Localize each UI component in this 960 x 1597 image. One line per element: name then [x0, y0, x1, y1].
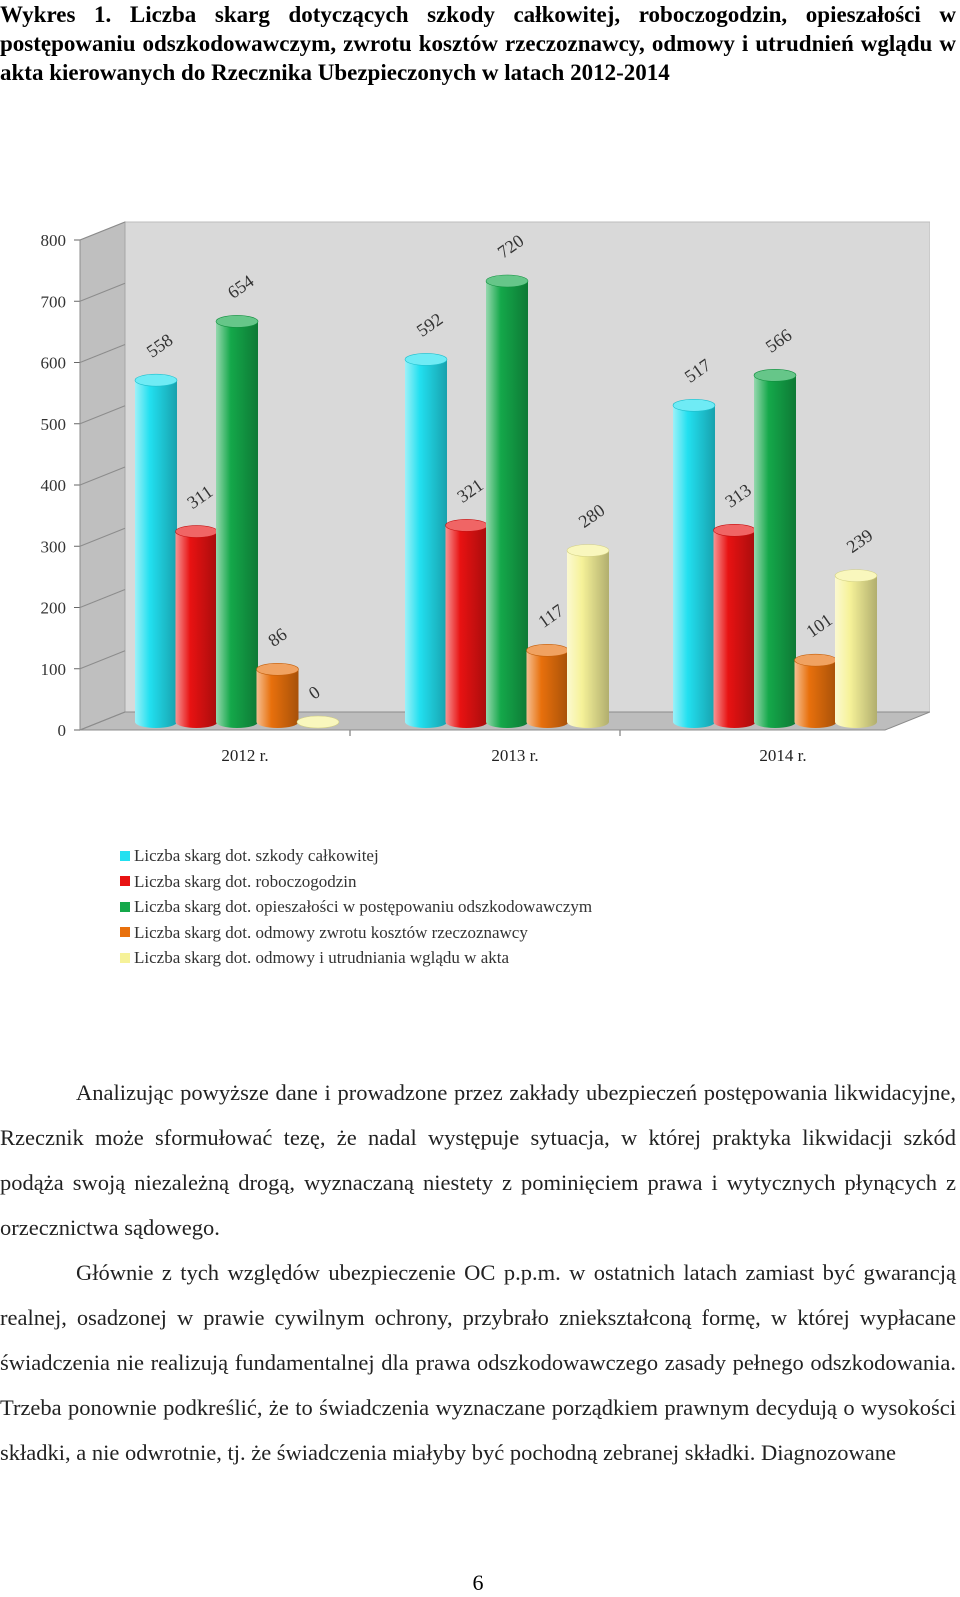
bar-body — [216, 321, 258, 728]
y-tick-label: 100 — [40, 659, 66, 679]
bar-body — [673, 405, 715, 728]
bar — [673, 399, 715, 728]
bar-body — [257, 669, 299, 728]
bar — [835, 570, 877, 728]
data-label: 86 — [264, 623, 291, 651]
legend-label: Liczba skarg dot. opieszałości w postępowaniu odszkodowawczym — [134, 897, 593, 916]
x-axis — [80, 730, 885, 765]
legend-item — [120, 869, 592, 895]
legend-swatch — [120, 902, 130, 912]
data-label: 517 — [680, 354, 715, 387]
bar-body — [567, 551, 609, 729]
legend-label: Liczba skarg dot. odmowy i utrudniania wglądu w akta — [134, 948, 510, 967]
bar-body — [835, 576, 877, 728]
legend-swatch — [120, 876, 130, 886]
y-tick-label: 300 — [40, 537, 66, 557]
bar — [567, 545, 609, 729]
bar-top — [257, 663, 299, 675]
data-label: 313 — [721, 479, 755, 512]
bar-body — [486, 281, 528, 728]
bar-top — [216, 315, 258, 327]
legend-label: Liczba skarg dot. odmowy zwrotu kosztów rzeczoznawcy — [134, 922, 528, 942]
bar-top — [446, 519, 488, 531]
legend-item — [120, 920, 592, 946]
bar-body — [795, 660, 837, 728]
y-tick-label: 800 — [40, 231, 66, 250]
bar — [795, 654, 837, 728]
figure-caption: Wykres 1. Liczba skarg dotyczących szkody całkowitej, roboczogodzin, opieszałości w postępowaniu odszkodowawczym, zwrotu kosztów rzeczoznawcy, odmowy i utrudnień wglądu w akta kierowanych do Rzecznika Ubezpieczonych w latach 2012-2014 — [0, 2, 956, 85]
bar — [297, 716, 339, 728]
bar-top — [297, 716, 339, 728]
bar-body — [135, 380, 177, 728]
bar-top — [405, 353, 447, 365]
bar-body — [527, 650, 569, 728]
bar-top — [714, 524, 756, 536]
data-label: 280 — [574, 499, 609, 532]
bar — [135, 374, 177, 728]
data-label: 0 — [304, 681, 324, 704]
data-label: 720 — [493, 230, 528, 263]
data-label: 101 — [802, 609, 836, 642]
bar-chart — [30, 200, 930, 780]
data-label: 566 — [761, 324, 796, 357]
bar-top — [795, 654, 837, 666]
legend-item — [120, 945, 592, 971]
bar — [527, 644, 569, 728]
page-number: 6 — [472, 1570, 484, 1595]
legend-swatch — [120, 927, 130, 937]
bar — [405, 353, 447, 728]
bar-top — [754, 369, 796, 381]
bar-body — [405, 359, 447, 728]
bar-body — [714, 530, 756, 728]
y-tick-label: 500 — [40, 414, 66, 434]
bar — [714, 524, 756, 728]
y-tick-label: 600 — [40, 353, 66, 373]
bar-body — [754, 375, 796, 728]
x-tick-label: 2012 r. — [221, 746, 269, 765]
y-tick-label: 0 — [57, 721, 66, 740]
bar-top — [486, 275, 528, 287]
y-tick-label: 400 — [40, 476, 66, 495]
data-label: 592 — [412, 308, 447, 341]
data-label: 321 — [453, 474, 487, 507]
paragraph: Głównie z tych względów ubezpieczenie OC p.p.m. w ostatnich latach zamiast być gwarancją realnej, osadzonej w prawie cywilnym ochrony, przybrało zniekształconą formę, w której wypłacane świadczenia nie realizują fundamentalnej dla prawa odszkodowawczego zasady pełnego odszkodowania. Trzeba ponownie podkreślić, że to świadczenia wyznaczane porządkiem prawnym decydują o wysokości składki, a nie odwrotnie, tj. że świadczenia miałyby być pochodną zebranej składki. Diagnozowane — [0, 1260, 956, 1465]
bar — [257, 663, 299, 728]
bar — [486, 275, 528, 728]
bar — [446, 519, 488, 728]
legend-label: Liczba skarg dot. szkody całkowitej — [134, 846, 379, 865]
bar-top — [176, 526, 218, 538]
bar-top — [135, 374, 177, 386]
data-label: 654 — [223, 270, 258, 303]
data-label: 239 — [842, 525, 877, 557]
bar-top — [567, 545, 609, 557]
paragraph: Analizując powyższe dane i prowadzone przez zakłady ubezpieczeń postępowania likwidacyjne, Rzecznik może sformułować tezę, że nadal występuje sytuacja, w której praktyka likwidacji szkód podąża swoją niezależną drogą, wyznaczaną niestety z pominięciem prawa i wytycznych płynących z orzecznictwa sądowego. — [0, 1080, 956, 1240]
bar — [176, 526, 218, 728]
data-label: 117 — [534, 600, 568, 632]
data-label: 311 — [183, 481, 217, 513]
bar-body — [446, 525, 488, 728]
bar-body — [176, 532, 218, 728]
legend-swatch — [120, 953, 130, 963]
bar — [754, 369, 796, 728]
bar — [216, 315, 258, 728]
y-tick-label: 700 — [40, 292, 66, 312]
legend-item — [120, 894, 592, 920]
bar-top — [673, 399, 715, 411]
bar-top — [835, 570, 877, 582]
bar-top — [527, 644, 569, 656]
x-tick-label: 2014 r. — [759, 746, 807, 765]
x-tick-label: 2013 r. — [491, 746, 539, 765]
legend-item — [120, 843, 592, 869]
legend-swatch — [120, 851, 130, 861]
legend-label: Liczba skarg dot. roboczogodzin — [134, 871, 357, 891]
chart-legend — [120, 843, 592, 971]
y-tick-label: 200 — [40, 598, 66, 618]
data-label: 558 — [142, 329, 177, 362]
body-text — [0, 1070, 956, 1475]
